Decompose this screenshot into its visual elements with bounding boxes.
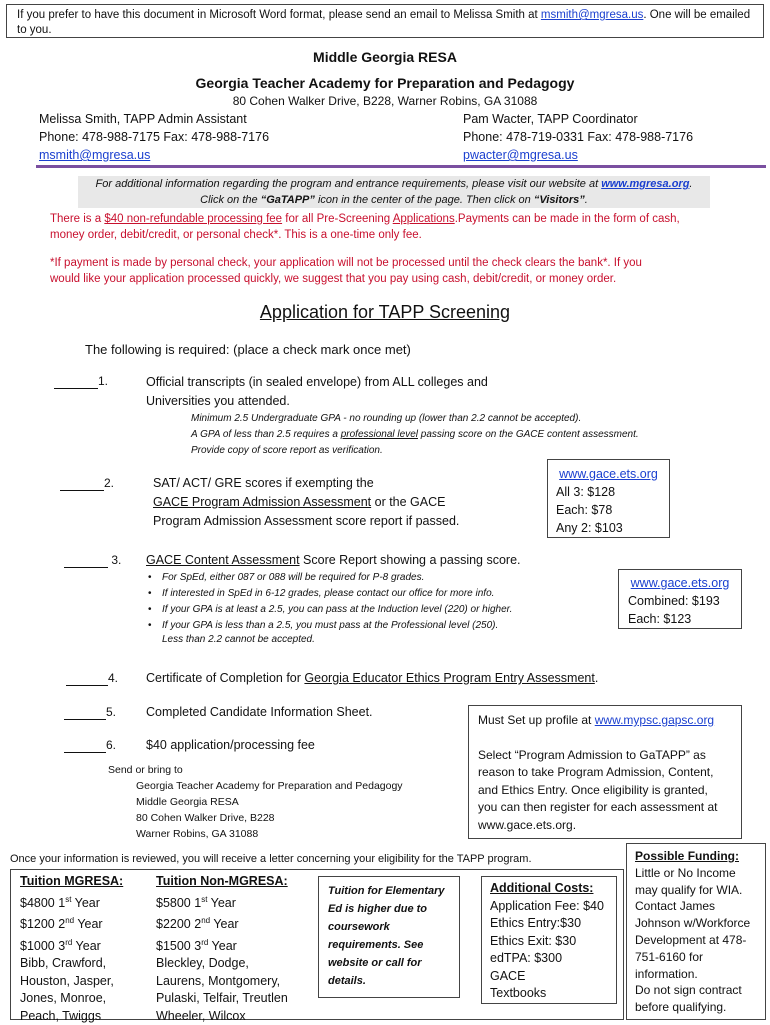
eligibility-line: Once your information is reviewed, you will receive a letter concerning your eligibility for the TAPP program. bbox=[10, 853, 532, 865]
checkbox-line-2[interactable]: 2. bbox=[60, 476, 114, 491]
checkbox-line-3[interactable]: 3. bbox=[64, 553, 121, 568]
list-item: • For SpEd, either 087 or 088 will be required for P-8 grades. bbox=[146, 570, 512, 586]
org-address: 80 Cohen Walker Drive, B228, Warner Robins, GA 31088 bbox=[232, 94, 538, 108]
left-contact-email-link[interactable]: msmith@mgresa.us bbox=[39, 148, 151, 162]
send-to-block: Send or bring to Georgia Teacher Academy for Preparation and Pedagogy Middle Georgia RESA 80 Cohen Walker Drive, B228 Warner Robins, GA 31088 bbox=[108, 764, 403, 840]
header-divider bbox=[36, 165, 766, 168]
website-link[interactable]: www.mgresa.org bbox=[601, 178, 690, 190]
gace-content-cost-box: www.gace.ets.org Combined: $193 Each: $123 bbox=[618, 569, 742, 629]
right-contact-name: Pam Wacter, TAPP Coordinator bbox=[463, 112, 638, 126]
fee-notice: There is a $40 non-refundable processing fee for all Pre-Screening Applications.Payments can be made in the form of cash, money order, debit/credit, or personal check*. This is a one-time only fee. *If payment is made by personal check, your application will not be processed until the check clears the bank*. If you would like your application processed quickly, we suggest that you pay using cash, debit/credit, or money order. bbox=[50, 213, 680, 285]
requirement-sat-act-gre: SAT/ ACT/ GRE scores if exempting the GACE Program Admission Assessment or the GACE Program Admission Assessment score report if passed. bbox=[153, 476, 460, 528]
additional-costs-box: Additional Costs: Application Fee: $40 Ethics Entry:$30 Ethics Exit: $30 edTPA: $300 GACE Textbooks bbox=[481, 876, 617, 1004]
left-contact-phone: Phone: 478-988-7175 Fax: 478-988-7176 bbox=[39, 130, 270, 144]
org-name: Middle Georgia RESA bbox=[313, 49, 457, 65]
right-contact-phone: Phone: 478-719-0331 Fax: 478-988-7176 bbox=[463, 130, 694, 144]
gace-admission-link[interactable]: www.gace.ets.org bbox=[559, 467, 658, 481]
requirement-transcripts: Official transcripts (in sealed envelope) from ALL colleges and Universities you attended. bbox=[146, 375, 488, 408]
right-contact-email-link[interactable]: pwacter@mgresa.us bbox=[463, 148, 578, 162]
info-banner: For additional information regarding the program and entrance requirements, please visit our website at www.mgresa.org. Click on the “GaTAPP” icon in the center of the page. Then click on “Visitors”. bbox=[78, 176, 710, 208]
list-item: • If your GPA is less than a 2.5, you must pass at the Professional level (250). bbox=[146, 618, 512, 634]
list-item: • If your GPA is at least a 2.5, you can pass at the Induction level (220) or higher. bbox=[146, 602, 512, 618]
page-title: Application for TAPP Screening bbox=[259, 302, 511, 322]
funding-box: Possible Funding: Little or No Income may qualify for WIA. Contact James Johnson w/Workforce Development at 478- 751-6160 for information. Do not sign contract before qualifying. bbox=[626, 843, 766, 1020]
transcripts-notes: Minimum 2.5 Undergraduate GPA - no rounding up (lower than 2.2 cannot be accepted). A GPA of less than 2.5 requires a professional level passing score on the GACE content assessment. Provide copy of score report as verification. bbox=[191, 413, 639, 456]
requirement-fee: $40 application/processing fee bbox=[146, 738, 315, 752]
gace-content-bullets bbox=[146, 570, 512, 634]
program-name: Georgia Teacher Academy for Preparation and Pedagogy bbox=[195, 75, 575, 91]
gace-admission-cost-box: www.gace.ets.org All 3: $128 Each: $78 Any 2: $103 bbox=[547, 459, 670, 538]
word-format-notice: If you prefer to have this document in Microsoft Word format, please send an email to Melissa Smith at msmith@mgresa.us. One will be emailed to you. bbox=[6, 4, 764, 38]
left-contact bbox=[39, 110, 269, 164]
checkbox-line-1[interactable]: 1. bbox=[54, 374, 108, 389]
notice-email-link[interactable]: msmith@mgresa.us bbox=[540, 9, 644, 21]
left-contact-name: Melissa Smith, TAPP Admin Assistant bbox=[39, 112, 247, 126]
elementary-tuition-box: Tuition for Elementary Ed is higher due to coursework requirements. See website or call for details. bbox=[318, 876, 460, 998]
mypsc-link[interactable]: www.mypsc.gapsc.org bbox=[594, 713, 715, 727]
mypsc-profile-box: Must Set up profile at www.mypsc.gapsc.org Select “Program Admission to GaTAPP” as reason to take Program Admission, Content, and Ethics Entry. Once eligibility is granted, you can then register for each assessment at www.gace.ets.org. bbox=[468, 705, 742, 839]
tuition-mgresa: Tuition MGRESA: $4800 1st Year $1200 2nd Year $1000 3rd Year Bibb, Crawford, Houston, Jasper, Jones, Monroe, Peach, Twiggs bbox=[20, 874, 124, 1023]
requirement-gace-content: GACE Content Assessment Score Report showing a passing score. bbox=[146, 553, 521, 567]
requirement-ethics-certificate: Certificate of Completion for Georgia Educator Ethics Program Entry Assessment. bbox=[146, 671, 599, 685]
requirement-info-sheet: Completed Candidate Information Sheet. bbox=[146, 705, 373, 719]
required-intro: The following is required: (place a check mark once met) bbox=[85, 342, 411, 357]
checkbox-line-5[interactable]: 5. bbox=[64, 705, 116, 720]
list-item: • If interested in SpEd in 6-12 grades, please contact our office for more info. bbox=[146, 586, 512, 602]
tuition-non-mgresa: Tuition Non-MGRESA: $5800 1st Year $2200 2nd Year $1500 3rd Year Bleckley, Dodge, Laurens, Montgomery, Pulaski, Telfair, Treutlen Wheeler, Wilcox bbox=[156, 874, 288, 1023]
checkbox-line-4[interactable]: 4. bbox=[66, 671, 118, 686]
right-contact bbox=[463, 110, 693, 164]
gace-content-link[interactable]: www.gace.ets.org bbox=[630, 576, 730, 590]
checkbox-line-6[interactable]: 6. bbox=[64, 738, 116, 753]
gace-content-tail: Less than 2.2 cannot be accepted. bbox=[162, 634, 315, 645]
